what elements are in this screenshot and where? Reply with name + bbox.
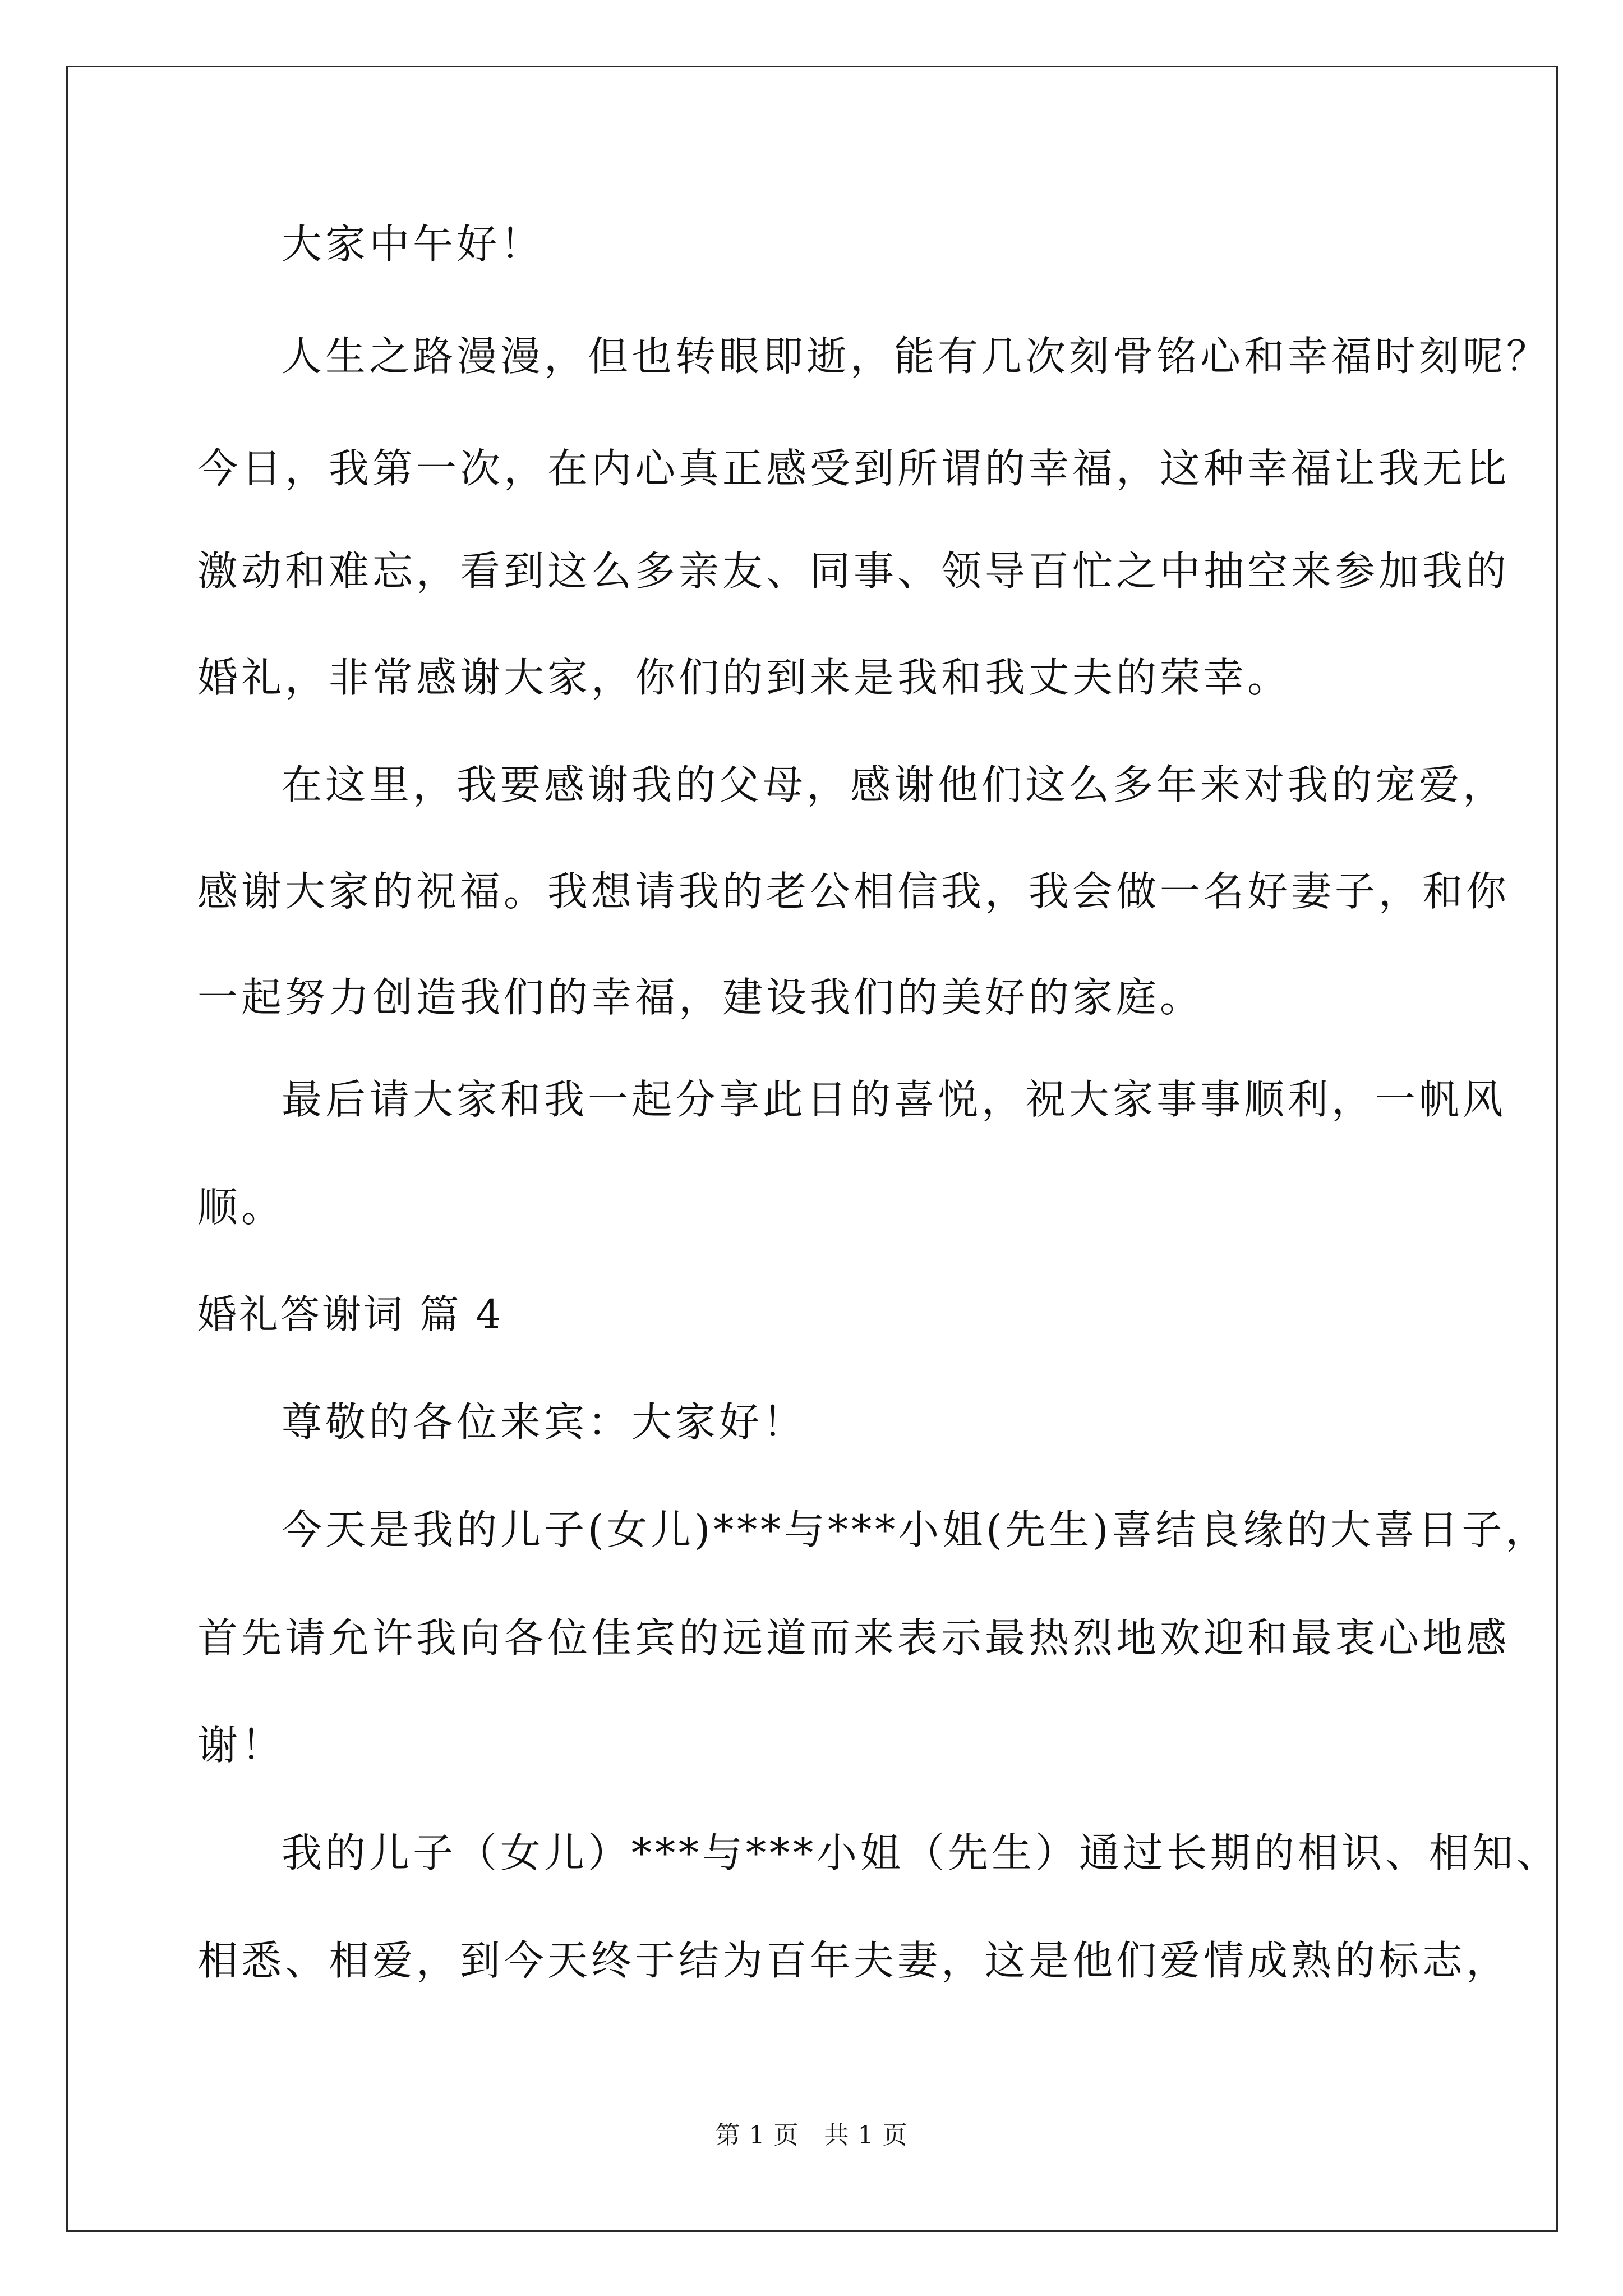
paragraph-line: 顺。 <box>197 1184 285 1231</box>
paragraph-line: 尊敬的各位来宾：大家好！ <box>282 1398 807 1446</box>
paragraph-line: 今天是我的儿子(女儿)***与***小姐(先生)喜结良缘的大喜日子， <box>282 1506 1550 1553</box>
paragraph-line: 激动和难忘，看到这么多亲友、同事、领导百忙之中抽空来参加我的 <box>197 547 1510 595</box>
paragraph-line: 我的儿子（女儿）***与***小姐（先生）通过长期的相识、相知、 <box>282 1829 1561 1876</box>
paragraph-line: 人生之路漫漫，但也转眼即逝，能有几次刻骨铭心和幸福时刻呢？ <box>282 333 1551 380</box>
paragraph-line: 感谢大家的祝福。我想请我的老公相信我，我会做一名好妻子，和你 <box>197 868 1510 915</box>
paragraph-line: 一起努力创造我们的幸福，建设我们的美好的家庭。 <box>197 974 1204 1021</box>
page-border <box>66 66 1561 2232</box>
paragraph-line: 谢！ <box>197 1722 285 1769</box>
paragraph-line: 大家中午好！ <box>282 220 545 268</box>
section-heading: 婚礼答谢词 篇 4 <box>197 1291 504 1337</box>
paragraph-line: 今日，我第一次，在内心真正感受到所谓的幸福，这种幸福让我无比 <box>197 445 1510 492</box>
paragraph-line: 最后请大家和我一起分享此日的喜悦，祝大家事事顺利，一帆风 <box>282 1076 1507 1123</box>
paragraph-line: 在这里，我要感谢我的父母，感谢他们这么多年来对我的宠爱， <box>282 761 1507 808</box>
paragraph-line: 相悉、相爱，到今天终于结为百年夫妻，这是他们爱情成熟的标志， <box>197 1937 1510 1984</box>
page-number-footer: 第 1 页 共 1 页 <box>715 2121 908 2150</box>
paragraph-line: 首先请允许我向各位佳宾的远道而来表示最热烈地欢迎和最衷心地感 <box>197 1614 1510 1662</box>
paragraph-line: 婚礼，非常感谢大家，你们的到来是我和我丈夫的荣幸。 <box>197 654 1292 701</box>
